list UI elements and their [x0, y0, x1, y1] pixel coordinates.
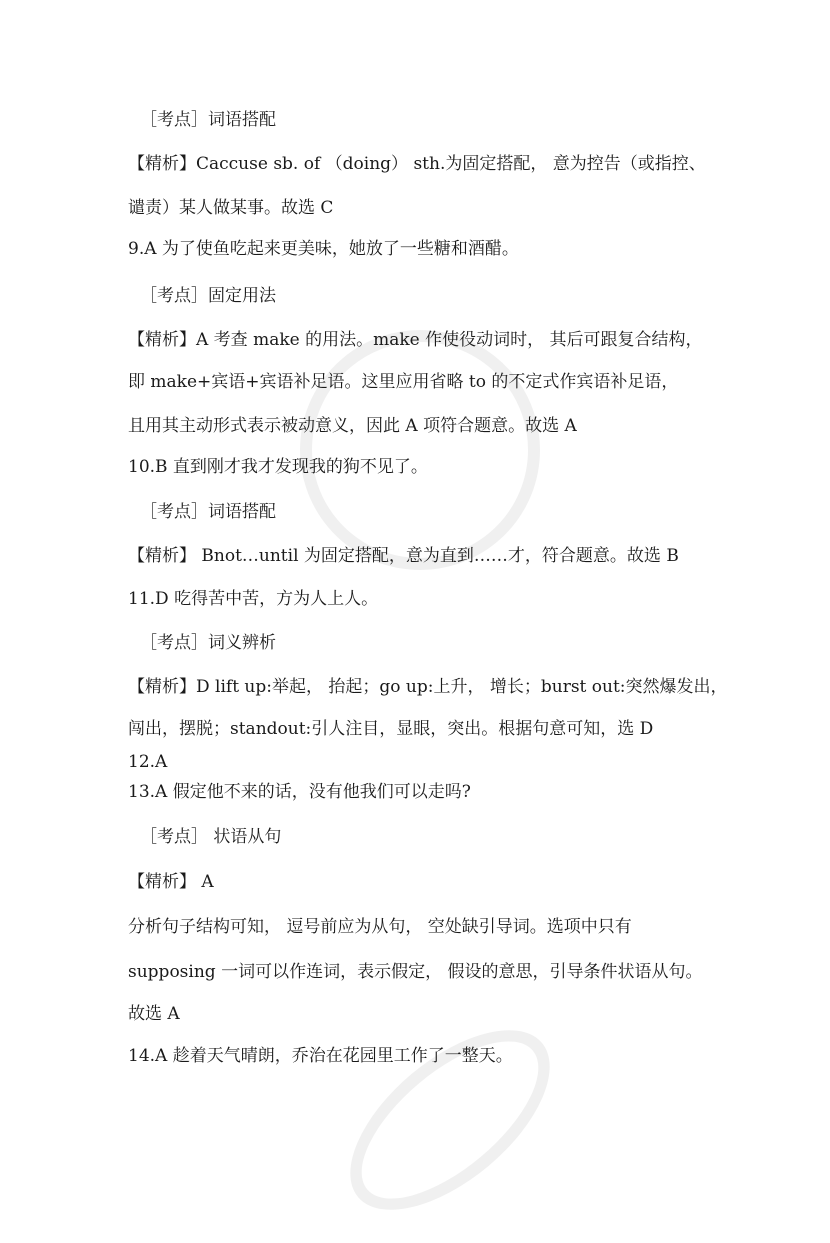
kaodian-label: ［考点］词语搭配	[140, 110, 276, 130]
paragraph-line: 闯出，摆脱；standout:引人注目，显眼，突出。根据句意可知，选 D	[128, 719, 654, 739]
question-answer: 13.A 假定他不来的话，没有他我们可以走吗?	[128, 782, 471, 802]
question-answer: 14.A 趁着天气晴朗，乔治在花园里工作了一整天。	[128, 1046, 513, 1066]
jingxi-paragraph: 【精析】D lift up:举起， 抬起；go up:上升， 增长；burst out:突然爆发出，	[128, 677, 728, 697]
jingxi-paragraph: 【精析】Caccuse sb. of （doing） sth.为固定搭配， 意为控告（或指控、	[128, 154, 706, 174]
kaodian-label: ［考点］ 状语从句	[140, 827, 282, 847]
paragraph-line: 故选 A	[128, 1004, 180, 1024]
paragraph-line: 分析句子结构可知， 逗号前应为从句， 空处缺引导词。选项中只有	[128, 917, 632, 937]
jingxi-paragraph: 【精析】A 考查 make 的用法。make 作使役动词时， 其后可跟复合结构，	[128, 330, 703, 350]
watermark-seal-bottom	[320, 997, 581, 1243]
jingxi-paragraph: 【精析】 Bnot…until 为固定搭配，意为直到……才，符合题意。故选 B	[128, 546, 679, 566]
kaodian-label: ［考点］词语搭配	[140, 502, 276, 522]
question-answer: 12.A	[128, 752, 168, 772]
question-answer: 10.B 直到刚才我才发现我的狗不见了。	[128, 457, 428, 477]
kaodian-label: ［考点］固定用法	[140, 286, 276, 306]
paragraph-line: 即 make+宾语+宾语补足语。这里应用省略 to 的不定式作宾语补足语，	[128, 372, 679, 392]
paragraph-line: supposing 一词可以作连词，表示假定， 假设的意思，引导条件状语从句。	[128, 962, 703, 982]
paragraph-line: 且用其主动形式表示被动意义，因此 A 项符合题意。故选 A	[128, 416, 577, 436]
question-answer: 11.D 吃得苦中苦，方为人上人。	[128, 589, 379, 609]
paragraph-line: 谴责）某人做某事。故选 C	[128, 198, 334, 218]
kaodian-label: ［考点］词义辨析	[140, 633, 276, 653]
question-answer: 9.A 为了使鱼吃起来更美味，她放了一些糖和酒醋。	[128, 239, 519, 259]
jingxi-paragraph: 【精析】 A	[128, 872, 214, 892]
